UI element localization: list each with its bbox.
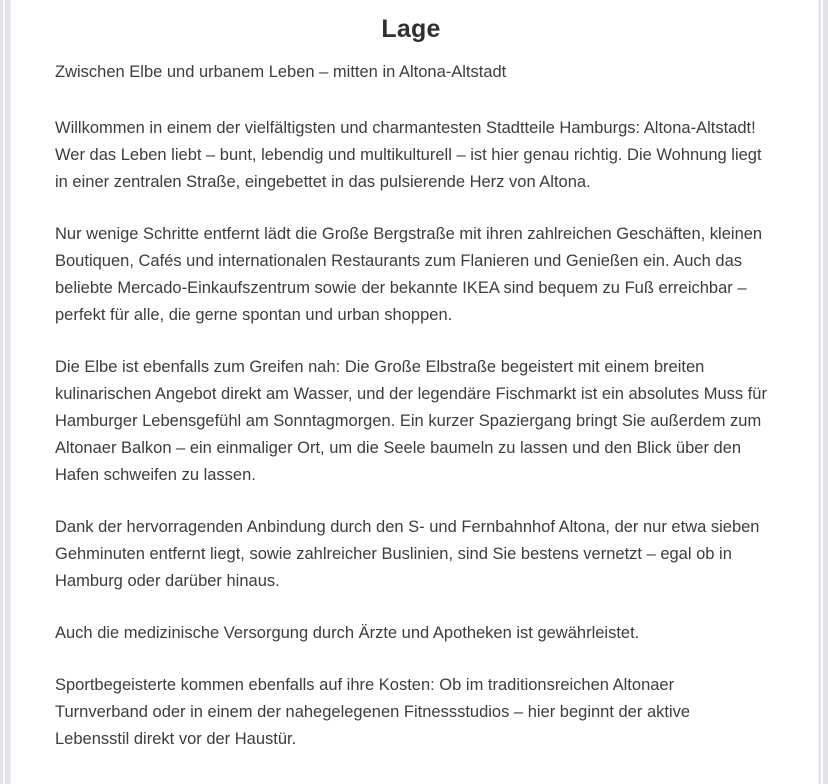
- lage-paragraph-1: Willkommen in einem der vielfältigsten und charmantesten Stadtteile Hamburgs: Altona-Altstadt! Wer das Leben liebt – bunt, lebendig und multikulturell – ist hier genau richtig. Die Wohnung liegt in einer zentralen Straße, eingebettet in das pulsierende Herz von Altona.: [55, 119, 762, 191]
- lage-paragraph-6: Sportbegeisterte kommen ebenfalls auf ihre Kosten: Ob im traditionsreichen Altonaer Turnverband oder in einem der nahegelegenen Fitnessstudios – hier beginnt der aktive Lebensstil direkt vor der Haustür.: [55, 676, 691, 748]
- section-title: Lage: [381, 15, 441, 43]
- lage-paragraph-3: Die Elbe ist ebenfalls zum Greifen nah: Die Große Elbstraße begeistert mit einem breiten kulinarischen Angebot direkt am Wasser, und der legendäre Fischmarkt ist ein absolutes Muss für Hamburger Lebensgefühl am Sonntagmorgen. Ein kurzer Spaziergang bringt Sie außerdem zum Altonaer Balkon – ein einmaliger Ort, um die Seele baumeln zu lassen und den Blick über den Hafen schweifen zu lassen.: [55, 358, 767, 484]
- lage-paragraph-2: Nur wenige Schritte entfernt lädt die Große Bergstraße mit ihren zahlreichen Geschäften, kleinen Boutiquen, Cafés und internationalen Restaurants zum Flanieren und Genießen ein. Auch das beliebte Mercado-Einkaufszentrum sowie der bekannte IKEA sind bequem zu Fuß erreichbar – perfekt für alle, die gerne spontan und urban shoppen.: [55, 225, 763, 324]
- section-subtitle: Zwischen Elbe und urbanem Leben – mitten in Altona-Altstadt: [55, 63, 507, 81]
- lage-paragraph-5: Auch die medizinische Versorgung durch Ärzte und Apotheken ist gewährleistet.: [55, 624, 640, 642]
- left-gutter: [0, 0, 11, 784]
- content-card: [11, 0, 818, 784]
- lage-paragraph-4: Dank der hervorragenden Anbindung durch den S- und Fernbahnhof Altona, der nur etwa sieben Gehminuten entfernt liegt, sowie zahlreicher Buslinien, sind Sie bestens vernetzt – egal ob in Hamburg oder darüber hinaus.: [55, 518, 760, 590]
- lage-section: [55, 14, 767, 778]
- right-gutter: [818, 0, 828, 784]
